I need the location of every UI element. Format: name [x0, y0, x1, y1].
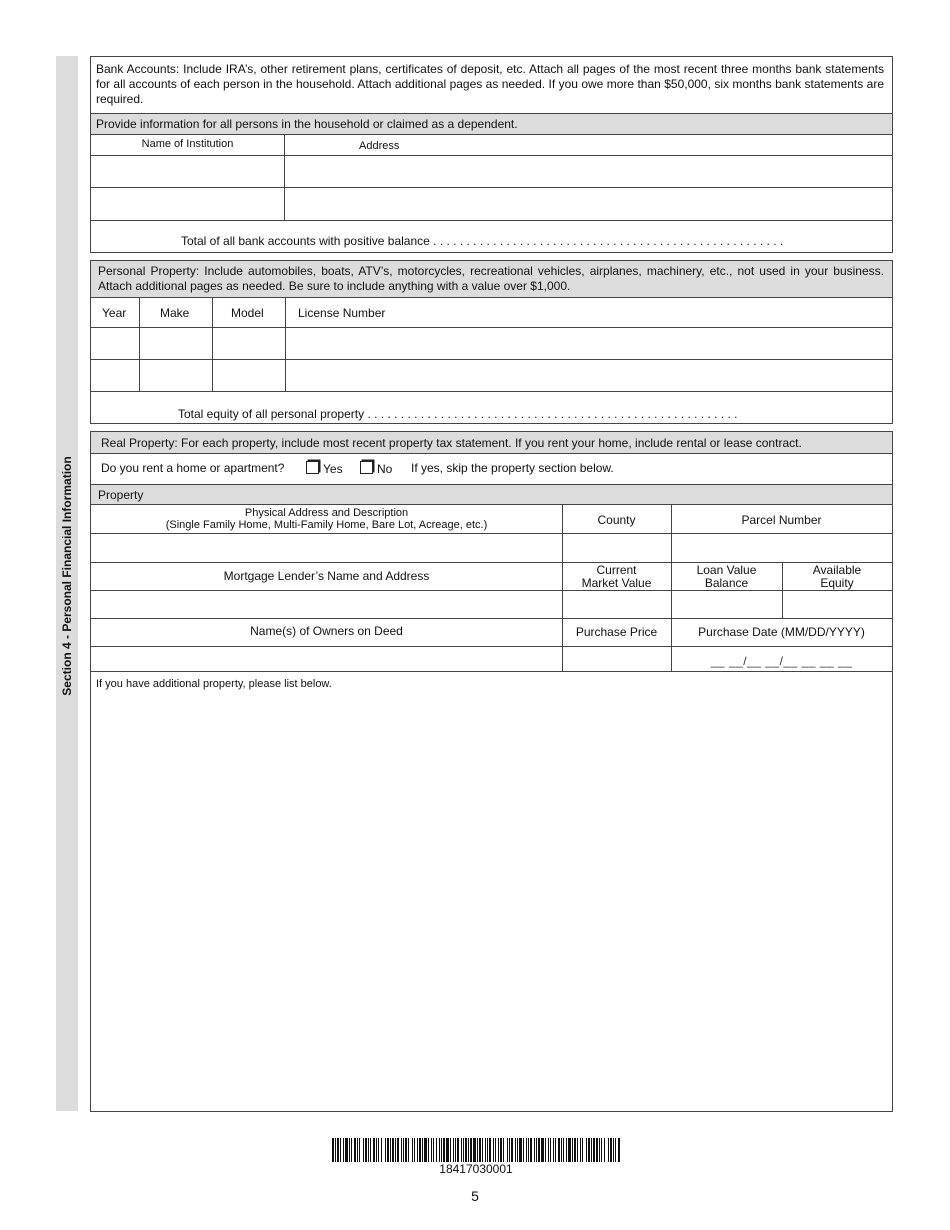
barcode-image [332, 1138, 620, 1162]
page-number: 5 [471, 1188, 479, 1204]
license-input-2[interactable] [286, 360, 892, 391]
col-market-header-1: Current [596, 563, 637, 577]
section-label: Section 4 - Personal Financial Information [60, 456, 74, 696]
col-physical-subheader: (Single Family Home, Multi-Family Home, Bare Lot, Acreage, etc.) [165, 519, 488, 531]
personal-property-section [90, 260, 893, 424]
personal-intro: Personal Property: Include automobiles, boats, ATV’s, motorcycles, recreational vehicles, airplanes, machinery, etc., not used in your business. Attach additional pages as needed. Be sure to include anything with a value over $1,000. [98, 264, 884, 293]
col-address-header: Address [359, 140, 400, 152]
col-equity-header-1: Available [812, 563, 862, 577]
rent-no-option[interactable] [360, 461, 392, 477]
county-input[interactable] [563, 534, 671, 562]
bank-intro: Bank Accounts: Include IRA’s, other retirement plans, certificates of deposit, etc. Attach all pages of the most recent three months bank statements for all accounts of each person in the household. Attach additional pages as needed. If you owe more than $50,000, six months bank statements are required. [96, 62, 884, 106]
col-purchase-price-header: Purchase Price [575, 625, 658, 639]
rent-yes-checkbox[interactable] [306, 461, 319, 474]
owners-input[interactable] [91, 647, 562, 671]
bank-total-label: Total of all bank accounts with positive balance . . . . . . . . . . . . . . . . . . . . . . . . . . . . . . . . . . . . . . . . . . . . . . . . . . . . . [181, 234, 784, 248]
purchase-date-field[interactable]: __ __/__ __/__ __ __ __ [710, 654, 853, 668]
barcode-number: 18417030001 [439, 1162, 513, 1176]
personal-intro-bar [91, 261, 892, 298]
col-physical-header: Physical Address and Description [244, 507, 409, 519]
additional-property-note: If you have additional property, please list below. [96, 678, 332, 690]
bank-provide-bar [91, 113, 892, 135]
rent-question: Do you rent a home or apartment? [101, 461, 285, 475]
physical-address-input[interactable] [91, 534, 562, 562]
col-institution-header: Name of Institution [141, 138, 234, 150]
available-equity-input[interactable] [783, 591, 892, 618]
license-input-1[interactable] [286, 328, 892, 359]
rent-skip-note: If yes, skip the property section below. [411, 461, 614, 475]
rent-yes-option[interactable] [306, 461, 343, 477]
make-input-1[interactable] [140, 328, 212, 359]
col-model-header: Model [231, 306, 264, 320]
institution-input-1[interactable] [91, 156, 284, 187]
bank-accounts-section [90, 56, 893, 253]
rent-no-checkbox[interactable] [360, 461, 373, 474]
col-parcel-header: Parcel Number [741, 513, 822, 527]
real-property-section [90, 431, 893, 1112]
mortgage-lender-input[interactable] [91, 591, 562, 618]
institution-input-2[interactable] [91, 188, 284, 220]
market-value-input[interactable] [563, 591, 671, 618]
loan-balance-input[interactable] [672, 591, 782, 618]
year-input-1[interactable] [91, 328, 139, 359]
property-header-bar [91, 484, 892, 505]
col-equity-header-2: Equity [820, 576, 854, 590]
model-input-2[interactable] [213, 360, 285, 391]
year-input-2[interactable] [91, 360, 139, 391]
real-intro: Real Property: For each property, include most recent property tax statement. If you rent your home, include rental or lease contract. [101, 436, 802, 450]
col-mortgage-header: Mortgage Lender’s Name and Address [223, 569, 430, 583]
col-loan-header-2: Balance [704, 576, 749, 590]
col-loan-header-1: Loan Value [696, 563, 757, 577]
col-make-header: Make [160, 306, 190, 320]
col-year-header: Year [102, 306, 127, 320]
address-input-2[interactable] [285, 188, 892, 220]
rent-yes-label: Yes [323, 462, 343, 476]
rent-no-label: No [377, 462, 393, 476]
property-header: Property [98, 488, 144, 502]
col-county-header: County [597, 513, 636, 527]
address-input-1[interactable] [285, 156, 892, 187]
col-purchase-date-header: Purchase Date (MM/DD/YYYY) [698, 625, 865, 639]
purchase-price-input[interactable] [563, 647, 671, 671]
model-input-1[interactable] [213, 328, 285, 359]
col-license-header: License Number [298, 306, 386, 320]
personal-total-label: Total equity of all personal property . . . . . . . . . . . . . . . . . . . . . . . . . . . . . . . . . . . . . . . . . . . . . . . . . . . . . . . . [178, 407, 738, 421]
bank-provide-text: Provide information for all persons in the household or claimed as a dependent. [96, 117, 518, 131]
parcel-number-input[interactable] [672, 534, 892, 562]
real-intro-bar [91, 432, 892, 454]
additional-property-textarea[interactable] [93, 694, 894, 1112]
col-owners-header: Name(s) of Owners on Deed [250, 624, 403, 638]
make-input-2[interactable] [140, 360, 212, 391]
col-market-header-2: Market Value [581, 576, 652, 590]
